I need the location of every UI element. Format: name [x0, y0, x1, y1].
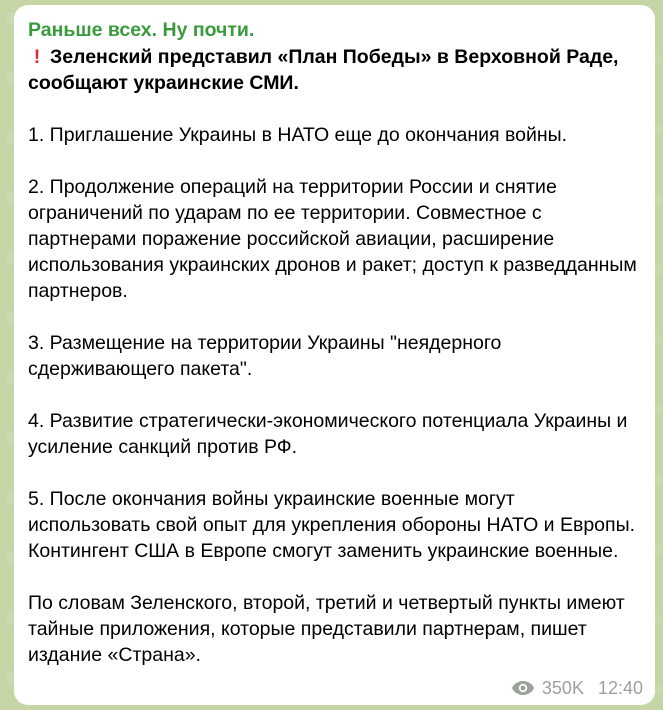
message-time: 12:40	[597, 678, 643, 698]
channel-name[interactable]: Раньше всех. Ну почти.	[28, 19, 255, 41]
eye-icon	[511, 680, 535, 696]
message-headline	[28, 44, 641, 96]
point-4: 4. Развитие стратегически-экономического потенциала Украины и усиление санкций против РФ.	[28, 410, 628, 458]
point-1: 1. Приглашение Украины в НАТО еще до окончания войны.	[28, 124, 568, 146]
headline-text: Зеленский представил «План Победы» в Верховной Раде, сообщают украинские СМИ.	[28, 46, 619, 94]
closing-paragraph: По словам Зеленского, второй, третий и четвертый пункты имеют тайные приложения, которые представили партнерам, пишет издание «Страна».	[28, 592, 625, 666]
point-5: 5. После окончания войны украинские военные могут использовать свой опыт для укрепления обороны НАТО и Европы. Контингент США в Европе смогут заменить украинские военные.	[28, 488, 636, 562]
message-bubble[interactable]	[14, 5, 655, 705]
view-count: 350K	[541, 678, 584, 698]
exclamation-icon: !	[33, 46, 41, 68]
point-3: 3. Размещение на территории Украины "неядерного сдерживающего пакета".	[28, 332, 502, 380]
message-meta	[511, 677, 643, 699]
point-2: 2. Продолжение операций на территории России и снятие ограничений по ударам по ее территории. Совместное с партнерами поражение российской авиации, расширение использования украинских дронов и ракет; доступ к разведданным партнеров.	[28, 176, 637, 302]
